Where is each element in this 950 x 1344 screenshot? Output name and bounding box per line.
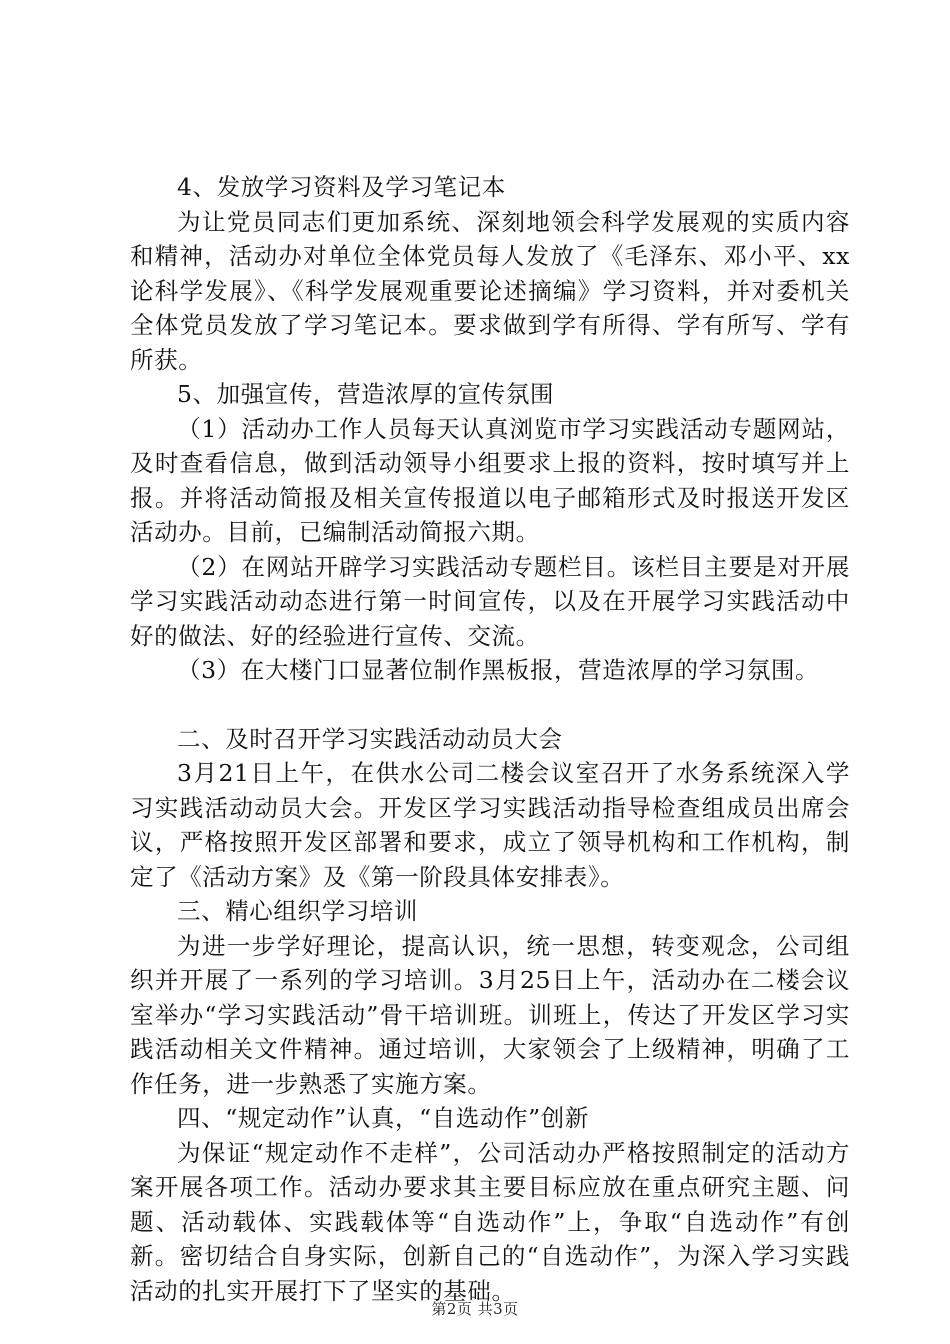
section-5-heading: 5、加强宣传，营造浓厚的宣传氛围 bbox=[177, 380, 555, 408]
section-5-item-1: （1）活动办工作人员每天认真浏览市学习实践活动专题网站，及时查看信息，做到活动领导小组要求上报的资料，按时填写并上报。并将活动简报及相关宣传报道以电子邮箱形式及时报送开发区活动办。目前，已编制活动简报六期。 bbox=[130, 414, 850, 546]
part-3-heading: 三、精心组织学习培训 bbox=[177, 897, 418, 925]
part-4-paragraph: 为保证“规定动作不走样”，公司活动办严格按照制定的活动方案开展各项工作。活动办要求其主要目标应放在重点研究主题、问题、活动载体、实践载体等“自选动作”上，争取“自选动作”有创新。密切结合自身实际，创新自己的“自选动作”，为深入学习实践活动的扎实开展打下了坚实的基础。 bbox=[130, 1138, 850, 1305]
section-4-heading: 4、发放学习资料及学习笔记本 bbox=[177, 173, 506, 201]
part-2-paragraph: 3月21日上午，在供水公司二楼会议室召开了水务系统深入学习实践活动动员大会。开发区学习实践活动指导检查组成员出席会议，严格按照开发区部署和要求，成立了领导机构和工作机构，制定了《活动方案》及《第一阶段具体安排表》。 bbox=[130, 759, 850, 891]
section-4-paragraph: 为让党员同志们更加系统、深刻地领会科学发展观的实质内容和精神，活动办对单位全体党员每人发放了《毛泽东、邓小平、xx论科学发展》、《科学发展观重要论述摘编》学习资料，并对委机关全体党员发放了学习笔记本。要求做到学有所得、学有所写、学有所获。 bbox=[130, 207, 850, 374]
part-3-paragraph: 为进一步学好理论，提高认识，统一思想，转变观念，公司组织并开展了一系列的学习培训。3月25日上午，活动办在二楼会议室举办“学习实践活动”骨干培训班。训班上，传达了开发区学习实践活动相关文件精神。通过培训，大家领会了上级精神，明确了工作任务，进一步熟悉了实施方案。 bbox=[130, 931, 850, 1098]
document-body bbox=[130, 170, 850, 1308]
page-footer: 第2页 共3页 bbox=[431, 1300, 519, 1318]
part-2-heading: 二、及时召开学习实践活动动员大会 bbox=[177, 724, 563, 753]
section-5-item-3: （3）在大楼门口显著位制作黑板报，营造浓厚的学习氛围。 bbox=[177, 656, 820, 684]
section-5-item-2: （2）在网站开辟学习实践活动专题栏目。该栏目主要是对开展学习实践活动动态进行第一时间宣传，以及在开展学习实践活动中好的做法、好的经验进行宣传、交流。 bbox=[130, 552, 850, 650]
blank-line bbox=[130, 688, 850, 722]
part-4-heading: 四、“规定动作”认真，“自选动作”创新 bbox=[177, 1104, 589, 1132]
